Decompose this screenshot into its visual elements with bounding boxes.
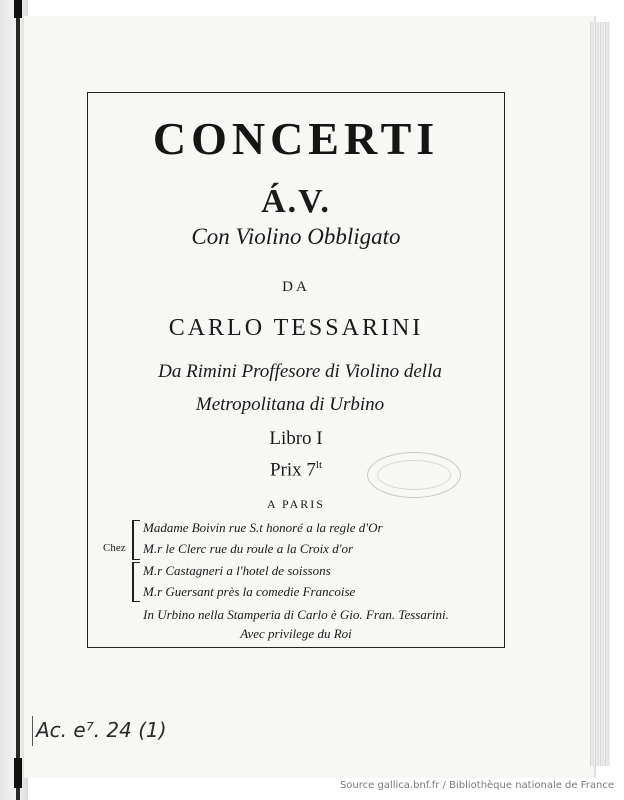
library-stamp-icon — [367, 452, 461, 498]
price-text: Prix 7 — [269, 459, 316, 481]
page-edges — [590, 22, 610, 766]
subtitle: Á.V. — [261, 183, 331, 220]
book-number: Libro I — [269, 428, 323, 449]
source-credit: Source gallica.bnf.fr / Bibliothèque nationale de France — [339, 780, 614, 791]
chez-label: Chez — [103, 542, 126, 554]
origin-line-1: Da Rimini Proffesore di Violino della — [158, 361, 442, 382]
imprint: In Urbino nella Stamperia di Carlo è Gio. Fran. Tessarini. — [143, 607, 449, 622]
spine-line — [16, 0, 20, 800]
spine-cap-bottom — [14, 758, 22, 788]
call-number: Ac. e⁷. 24 (1) — [36, 718, 167, 742]
address-line: Madame Boivin rue S.t honoré a la regle d'Or — [143, 520, 383, 535]
origin-line-2: Metropolitana di Urbino — [195, 394, 385, 415]
call-number-bar — [32, 716, 33, 746]
brace-icon — [132, 562, 140, 602]
price-unit: lt — [315, 459, 323, 471]
brace-icon — [132, 520, 140, 560]
address-line: M.r Castagneri a l'hotel de soissons — [143, 563, 331, 578]
composer-name: CARLO TESSARINI — [168, 315, 424, 341]
privilege: Avec privilege du Roi — [240, 626, 352, 641]
instrumentation: Con Violino Obbligato — [191, 224, 401, 249]
library-stamp-inner — [377, 460, 451, 490]
spine-cap-top — [14, 0, 22, 18]
by-label: DA — [282, 279, 310, 295]
title: CONCERTI — [152, 113, 440, 164]
address-line: M.r Guersant près la comedie Francoise — [143, 584, 356, 599]
place-label: A PARIS — [267, 497, 325, 511]
address-line: M.r le Clerc rue du roule a la Croix d'or — [143, 541, 354, 556]
